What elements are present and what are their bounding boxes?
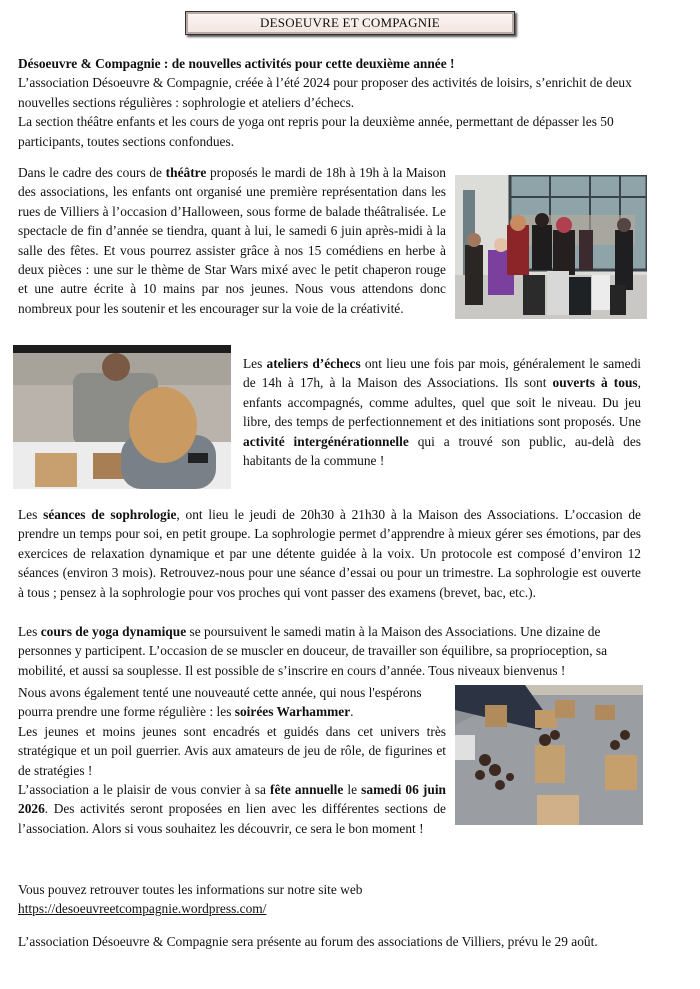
intro-heading: Désoeuvre & Compagnie : de nouvelles activités pour cette deuxième année ! [18, 56, 455, 71]
forum-text: L’association Désoeuvre & Compagnie sera présente au forum des associations de Villiers, prévu le 29 août. [18, 934, 598, 949]
website-text: Vous pouvez retrouver toutes les informations sur notre site web [18, 882, 363, 897]
intro-line-1: L’association Désoeuvre & Compagnie, créée à l’été 2024 pour proposer des activités de loisirs, s’enrichit de deux nouvelles sections régulières : sophrologie et ateliers d’échecs. [18, 75, 632, 110]
chess-photo [13, 345, 231, 489]
forum-section [18, 932, 658, 951]
annual-party-section [18, 780, 446, 838]
theatre-bold: théâtre [165, 165, 207, 180]
website-link[interactable]: https://desoeuvreetcompagnie.wordpress.com/ [18, 901, 267, 917]
chess-paragraph: Les ateliers d’échecs ont lieu une fois par mois, généralement le samedi de 14h à 17h, à la Maison des Associations. Ils sont ouverts à tous, enfants accompagnés, comme adultes, quel que soit le niveau. Du jeu libre, des temps de perfectionnement et des initiations sont proposés. Une activité intergénérationnelle qui a trouvé son public, au-delà des habitants de la commune ! [243, 356, 641, 469]
sophrology-section [18, 505, 641, 602]
sophrology-paragraph: Les séances de sophrologie, ont lieu le jeudi de 20h30 à 21h30 à la Maison des Associations. L’occasion de prendre un temps pour soi, en petit groupe. La sophrologie permet d’apprendre à mieux gérer ses émotions, par des exercices de relaxation dynamique et par une détente guidée à la voix. Un protocole est composé d’environ 12 séances (environ 3 mois). Retrouvez-nous pour une séance d’essai ou pour un trimestre. La sophrologie est ouverte à tous ; pensez à la sophrologie pour vos proches qui vont passer des examens (brevet, bac, etc.). [18, 507, 641, 600]
theatre-paragraph: Dans le cadre des cours de théâtre proposés le mardi de 18h à 19h à la Maison des associations, les enfants ont organisé une première représentation dans les rues de Villiers à l’occasion d’Halloween, sous forme de balade théâtralisée. Le spectacle de fin d’année se tiendra, quant à lui, le samedi 6 juin après-midi à la salle des fêtes. Et vous pourrez assister grâce à nos 15 comédiens en herbe à deux pièces : une sur le thème de Star Wars mixé avec le petit chaperon rouge et une autre écrite à 10 mains par nos jeunes. Nous vous attendons donc nombreux pour les soutenir et les encourager sur la voie de la créativité. [18, 165, 446, 316]
theatre-photo [455, 175, 647, 319]
warhammer-description: Les jeunes et moins jeunes sont encadrés et guidés dans cet univers très stratégique et un poil guerrier. Avis aux amateurs de jeu de rôle, de figurines et de stratégies ! [18, 723, 446, 778]
theatre-section [18, 163, 446, 318]
yoga-paragraph: Les cours de yoga dynamique se poursuivent le samedi matin à la Maison des Associations. Une dizaine de personnes y participent. L’occasion de se muscler en douceur, de travailler son équilibre, sa proprioception, sa mobilité, et aussi sa souplesse. Il est possible de s’inscrire en cours d’année. Tous niveaux bienvenus ! [18, 624, 608, 678]
page-title-banner [185, 11, 515, 35]
warhammer-section [18, 683, 446, 780]
website-section [18, 880, 648, 919]
chess-section [243, 354, 641, 470]
intro-line-2: La section théâtre enfants et les cours de yoga ont repris pour la deuxième année, permettant de dépasser les 50 participants, toutes sections confondues. [18, 114, 614, 149]
warhammer-photo [455, 685, 643, 825]
yoga-section [18, 622, 648, 680]
intro-section [18, 54, 643, 151]
warhammer-intro: Nous avons également tenté une nouveauté cette année, qui nous l'espérons pourra prendre une forme régulière : les soirées Warhammer. [18, 685, 422, 720]
annual-party-paragraph: L’association a le plaisir de vous convier à sa fête annuelle le samedi 06 juin 2026. Des activités seront proposées en lien avec les différentes sections de l’association. Alors si vous souhaitez les découvrir, ce sera le bon moment ! [18, 782, 446, 836]
page-title: DESOEUVRE ET COMPAGNIE [260, 15, 440, 30]
